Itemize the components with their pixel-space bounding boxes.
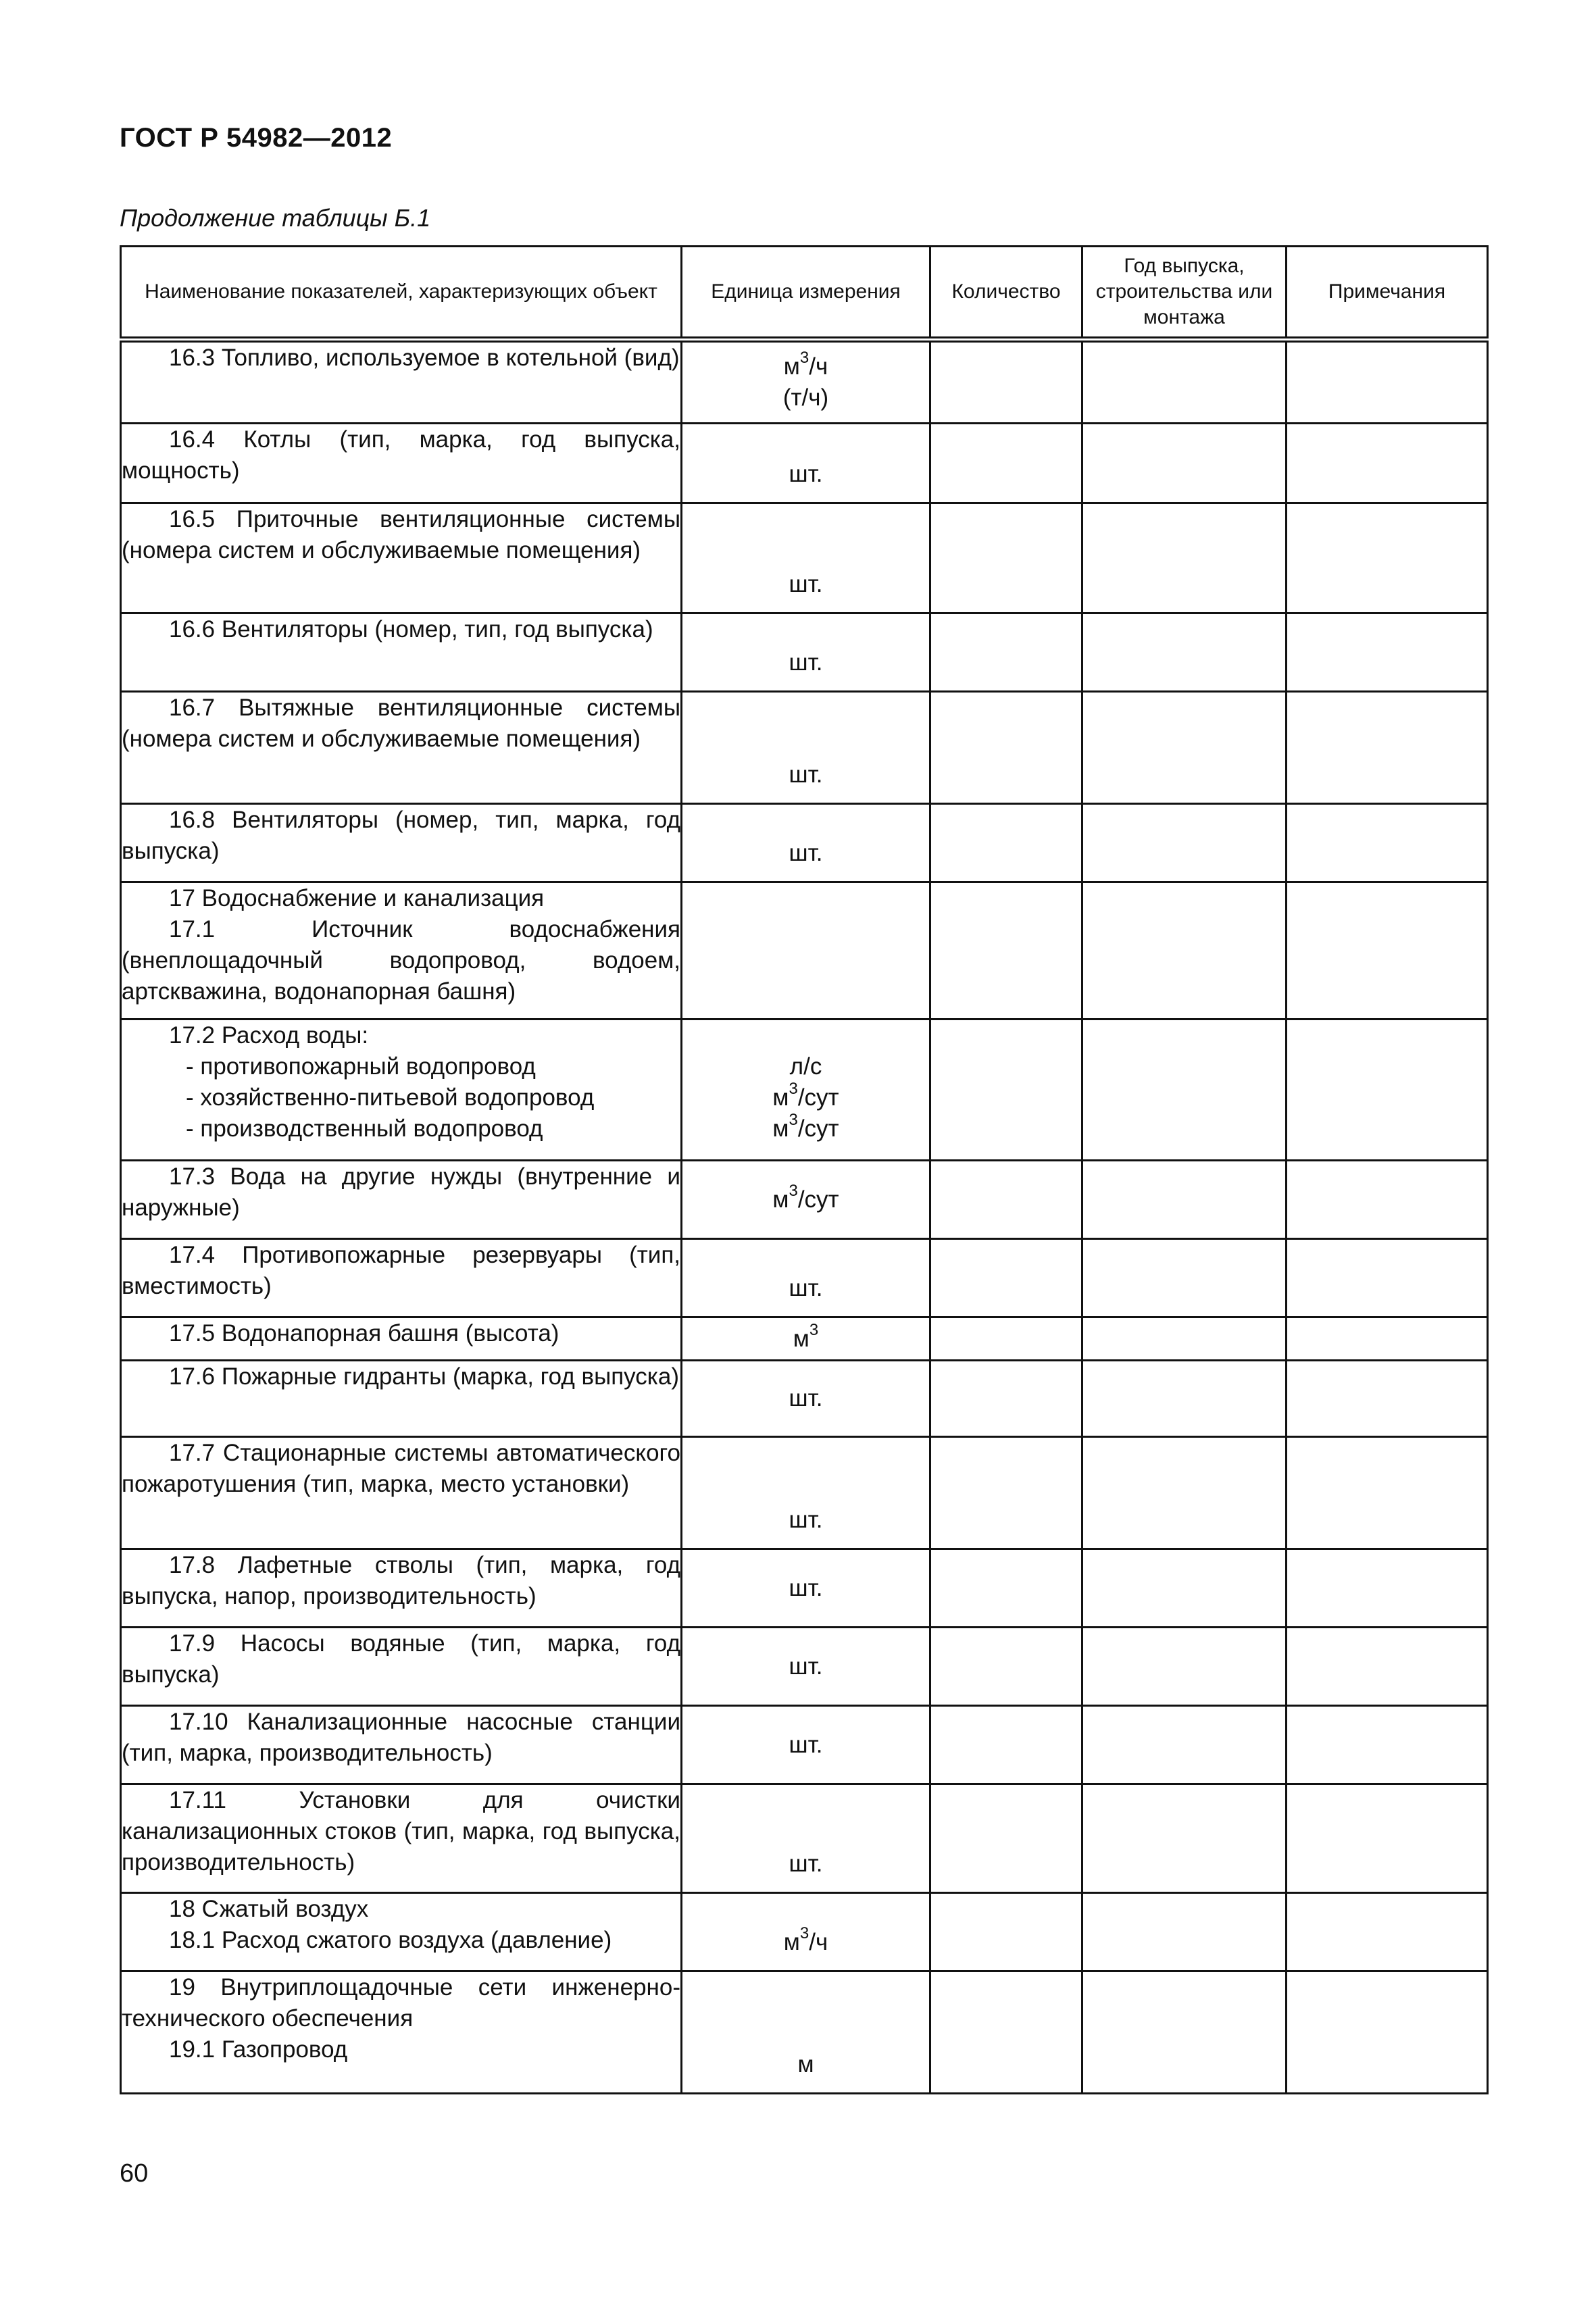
row-quantity-cell [930,340,1082,424]
table-row [121,503,1488,613]
row-unit-text: шт. [789,1851,823,1877]
col-header-notes: Примечания [1287,247,1488,340]
row-notes-cell [1287,1317,1488,1361]
row-unit-cell [682,1161,930,1239]
row-year-cell [1082,804,1287,882]
row-quantity-cell [930,804,1082,882]
row-unit-cell [682,1549,930,1628]
col-header-unit: Единица измерения [682,247,930,340]
row-name-text: 16.3 Топливо, используемое в котельной (вид) [169,345,680,371]
row-name-text: - производственный водопровод [186,1115,543,1142]
row-name-cell [121,804,682,882]
row-unit-cell [682,1893,930,1971]
row-notes-cell [1287,1161,1488,1239]
row-unit-text [682,975,929,1006]
row-year-cell [1082,503,1287,613]
table-row [121,613,1488,692]
row-unit-text: шт. [789,1574,823,1601]
table-row [121,692,1488,804]
table-row [121,1784,1488,1893]
row-unit-cell [682,1361,930,1437]
row-notes-cell [1287,1784,1488,1893]
row-notes-cell [1287,1971,1488,2094]
row-unit-cell [682,340,930,424]
row-name-cell [121,1549,682,1628]
row-quantity-cell [930,1784,1082,1893]
row-name-text: - хозяйственно-питьевой водопровод [186,1084,595,1111]
row-name-cell [121,1784,682,1893]
table-caption: Продолжение таблицы Б.1 [120,204,431,232]
row-name-text: 17.9 Насосы водяные (тип, марка, год выпуска) [122,1630,680,1688]
row-notes-cell [1287,1893,1488,1971]
row-unit-text: шт. [789,1275,823,1301]
row-unit-cell [682,804,930,882]
row-notes-cell [1287,1361,1488,1437]
row-unit-cell [682,1971,930,2094]
row-quantity-cell [930,692,1082,804]
row-unit-cell [682,882,930,1020]
page-number: 60 [120,2159,149,2188]
row-notes-cell [1287,1549,1488,1628]
row-year-cell [1082,1628,1287,1706]
row-quantity-cell [930,1628,1082,1706]
row-name-text: 17.10 Канализационные насосные станции (тип, марка, производительность) [122,1709,680,1766]
row-unit-cell [682,1239,930,1317]
table-row [121,882,1488,1020]
row-year-cell [1082,692,1287,804]
table-body [121,340,1488,2094]
table-row [121,1317,1488,1361]
table-header-row [121,247,1488,340]
row-name-cell [121,1361,682,1437]
row-year-cell [1082,1971,1287,2094]
row-notes-cell [1287,1706,1488,1784]
row-name-cell [121,1317,682,1361]
row-unit-text: шт. [789,461,823,487]
row-unit-text: шт. [789,761,823,788]
row-name-cell [121,1239,682,1317]
table-row [121,1161,1488,1239]
row-name-cell [121,1893,682,1971]
row-quantity-cell [930,613,1082,692]
row-unit-text: $м^3$/сут [772,1181,839,1213]
row-name-cell [121,424,682,503]
row-name-cell [121,1628,682,1706]
row-name-text: 17.7 Стационарные системы автоматического пожаротушения (тип, марка, место установки) [122,1440,680,1497]
row-notes-cell [1287,424,1488,503]
row-unit-cell [682,1317,930,1361]
row-name-cell [121,1437,682,1549]
row-notes-cell [1287,1020,1488,1161]
row-unit-cell [682,1437,930,1549]
row-year-cell [1082,882,1287,1020]
row-notes-cell [1287,613,1488,692]
row-name-text: 17.8 Лафетные стволы (тип, марка, год выпуска, напор, производительность) [122,1552,680,1609]
row-name-text: 16.4 Котлы (тип, марка, год выпуска, мощность) [122,426,680,484]
row-name-text: 17.2 Расход воды: [169,1022,369,1049]
row-notes-cell [1287,340,1488,424]
col-header-quantity: Количество [930,247,1082,340]
row-name-cell [121,692,682,804]
row-year-cell [1082,1239,1287,1317]
row-name-text: 19.1 Газопровод [169,2036,348,2063]
row-name-cell [121,1971,682,2094]
row-quantity-cell [930,1239,1082,1317]
table-row [121,424,1488,503]
row-quantity-cell [930,1549,1082,1628]
row-quantity-cell [930,1317,1082,1361]
row-unit-text: $м^3/ч$ [783,349,828,380]
row-year-cell [1082,1437,1287,1549]
row-unit-text: л/с [789,1053,822,1080]
row-unit-text: (т/ч) [782,384,829,411]
row-year-cell [1082,1161,1287,1239]
table-row [121,1361,1488,1437]
row-notes-cell [1287,503,1488,613]
table-row [121,340,1488,424]
col-header-name: Наименование показателей, характеризующих объект [121,247,682,340]
row-year-cell [1082,1317,1287,1361]
row-quantity-cell [930,1893,1082,1971]
row-unit-cell [682,613,930,692]
row-unit-cell [682,1706,930,1784]
row-name-text: 17.3 Вода на другие нужды (внутренние и наружные) [122,1163,680,1221]
row-name-cell [121,340,682,424]
row-name-cell [121,503,682,613]
table-row [121,1239,1488,1317]
row-year-cell [1082,613,1287,692]
row-name-text: 17.1 Источник водоснабжения (внеплощадочный водопровод, водоем, артскважина, водонапорная башня) [122,916,680,1005]
row-name-text: 17.5 Водонапорная башня (высота) [169,1320,559,1347]
row-unit-text: шт. [789,649,823,676]
row-quantity-cell [930,1706,1082,1784]
row-name-text: 18.1 Расход сжатого воздуха (давление) [169,1927,612,1953]
row-name-text: 17.6 Пожарные гидранты (марка, год выпуска) [169,1363,679,1390]
row-unit-cell [682,1784,930,1893]
row-name-cell [121,882,682,1020]
row-unit-cell [682,503,930,613]
row-year-cell [1082,424,1287,503]
table-row [121,1549,1488,1628]
row-unit-cell [682,1020,930,1161]
row-quantity-cell [930,1971,1082,2094]
row-year-cell [1082,1893,1287,1971]
row-name-text: 17.4 Противопожарные резервуары (тип, вместимость) [122,1242,680,1299]
row-name-text: 16.7 Вытяжные вентиляционные системы (номера систем и обслуживаемые помещения) [122,695,680,752]
row-quantity-cell [930,1161,1082,1239]
row-notes-cell [1287,692,1488,804]
row-year-cell [1082,1706,1287,1784]
row-name-text: 17 Водоснабжение и канализация [169,885,545,911]
row-name-text: 16.5 Приточные вентиляционные системы (номера систем и обслуживаемые помещения) [122,506,680,563]
row-year-cell [1082,340,1287,424]
row-unit-text: шт. [789,1385,823,1411]
row-unit-text: шт. [789,1507,823,1533]
row-name-cell [121,613,682,692]
row-unit-text: шт. [789,1731,823,1758]
row-name-text: 16.8 Вентиляторы (номер, тип, марка, год выпуска) [122,807,680,864]
row-name-text: 17.11 Установки для очистки канализационных стоков (тип, марка, год выпуска, производительность) [122,1787,680,1876]
row-quantity-cell [930,1437,1082,1549]
row-name-cell [121,1706,682,1784]
row-name-cell [121,1161,682,1239]
indicators-table [120,245,1489,2094]
document-code: ГОСТ Р 54982—2012 [120,123,393,153]
row-year-cell [1082,1020,1287,1161]
row-unit-cell [682,424,930,503]
row-year-cell [1082,1549,1287,1628]
row-year-cell [1082,1784,1287,1893]
row-unit-text: $м^3/ч$ [783,1924,828,1955]
table-row [121,1020,1488,1161]
row-unit-text: $м^3$/сут [772,1080,839,1111]
row-unit-text: шт. [789,571,823,597]
row-quantity-cell [930,1020,1082,1161]
row-notes-cell [1287,1628,1488,1706]
row-unit-text: $м^3$ [793,1320,819,1352]
row-name-text: 18 Сжатый воздух [169,1896,369,1922]
row-unit-text [682,1020,929,1051]
row-quantity-cell [930,503,1082,613]
row-quantity-cell [930,424,1082,503]
row-unit-cell [682,692,930,804]
row-quantity-cell [930,1361,1082,1437]
table-row [121,1628,1488,1706]
row-unit-text: шт. [789,1653,823,1680]
row-unit-text: м [797,2051,814,2078]
row-unit-text: шт. [789,840,823,866]
row-unit-cell [682,1628,930,1706]
col-header-year: Год выпуска, строительства или монтажа [1082,247,1287,340]
table-row [121,1706,1488,1784]
row-year-cell [1082,1361,1287,1437]
table-row [121,1893,1488,1971]
row-name-text: 16.6 Вентиляторы (номер, тип, год выпуска) [169,616,653,643]
row-name-text: - противопожарный водопровод [186,1053,536,1080]
table-row [121,1437,1488,1549]
row-notes-cell [1287,1239,1488,1317]
row-notes-cell [1287,804,1488,882]
row-quantity-cell [930,882,1082,1020]
row-name-cell [121,1020,682,1161]
table-row [121,1971,1488,2094]
row-name-text: 19 Внутриплощадочные сети инженерно-технического обеспечения [122,1974,680,2032]
row-notes-cell [1287,1437,1488,1549]
table-row [121,804,1488,882]
row-notes-cell [1287,882,1488,1020]
row-unit-text: $м^3$/сут [772,1111,839,1142]
